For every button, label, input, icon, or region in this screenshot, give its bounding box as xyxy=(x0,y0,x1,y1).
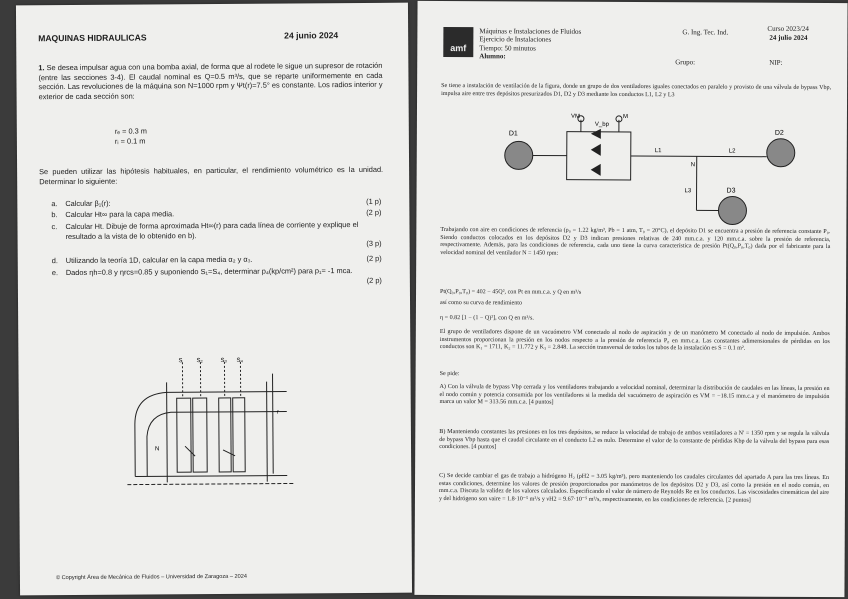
label-d2: D2 xyxy=(774,129,784,137)
label-d3: D3 xyxy=(726,187,736,195)
label-d1: D1 xyxy=(508,130,518,138)
label-n: N xyxy=(690,162,696,169)
left-date: 24 junio 2024 xyxy=(284,30,339,41)
fig-label-r: r xyxy=(276,409,279,416)
right-date: 24 julio 2024 xyxy=(769,33,808,42)
tank-d1 xyxy=(505,141,533,169)
amf-logo: amf xyxy=(443,27,473,57)
item-e: e. Dados ηh=0.8 y ηrcs=0.85 y suponiendo S₁=S₄, determinar p₄(kp/cm²) para p₁= -1 mca. (2 p) xyxy=(51,266,382,285)
fig-label-n: N xyxy=(155,446,160,453)
group-label: Grupo: xyxy=(675,58,696,67)
fig-label-s4: S₄ xyxy=(236,357,243,364)
degree: G. Ing. Tec. Ind. xyxy=(682,28,729,37)
axial-pump-figure xyxy=(126,353,297,494)
items-list xyxy=(51,197,392,290)
label-l3: L3 xyxy=(684,188,692,195)
label-vbp: V_bp xyxy=(594,121,609,128)
label-l2: L2 xyxy=(728,148,736,155)
label-m: M xyxy=(622,113,628,120)
instruments-text: El grupo de ventiladores dispone de un vacuómetro VM conectado al nodo de aspiración y de un manómetro M conectado al nodo de impulsión. Ambos instrumentos proporcionan la presión en los nodos respecto a la presión de referencia P₀ en mm.c.a. Las constantes adimensionales de pérdidas en los conductos son K₁ = 1711, K₂ = 11.772 y K₃ = 2.848. La sección transversal de todos los tubos de la instalación es S = 0.1 m². xyxy=(439,328,830,352)
efficiency-equation: η = 0.82 [1 − (1 − Q)²], con Q en m³/s. xyxy=(439,314,534,322)
hypothesis-text: Se pueden utilizar las hipótesis habituales, en particular, el rendimiento volumétrico es la unidad. Determinar lo siguiente: xyxy=(39,164,384,186)
right-intro: Se tiene a instalación de ventilación de la figura, donde un grupo de dos ventiladores iguales conectados en paralelo y provisto de una válvula de bypass Vbp, impulsa aire entre tres depósitos presurizados D1, D2 y D3 mediante los conductos L1, L2 y L3 xyxy=(441,83,832,98)
question-b: B) Manteniendo constantes las presiones en los tres depósitos, se reduce la velocidad de trabajo de ambos ventiladores a N' = 1350 rpm y se regula la válvula de bypass Vbp hasta que el caudal circulante en el conducto L2 es nulo. Determine el valor de la constante de pérdidas Kbp de la válvula del bypass para esas condiciones. [4 puntos] xyxy=(439,428,830,451)
item-b: b. Calcular Ht∞ para la capa media. (2 p) xyxy=(51,207,382,220)
reference-conditions: Trabajando con aire en condiciones de referencia (ρ₀ = 1.22 kg/m³, Pb = 1 atm, T₀ = 20°C), el depósito D1 se encuentra a presión de referencia constante P₀. Siendo conductos colocados en los depósitos D2 y D3 indican presiones relativas de 240 mm.c.a. y 120 mm.c.a. sobre la presión de referencia, respectivamente. Además, para las condiciones de referencia, cada uno tiene la curva característica de presión Pt(Q₀,P₀,T₀) dada por el fabricante para la velocidad nominal del ventilador N = 1450 rpm: xyxy=(440,227,831,257)
efficiency-intro: así como su curva de rendimiento xyxy=(439,299,523,307)
course: Curso 2023/24 xyxy=(767,24,809,33)
radius-outer: rₑ = 0.3 m xyxy=(114,126,147,136)
nip-label: NIP: xyxy=(769,58,783,67)
tank-d2 xyxy=(767,139,795,167)
radius-inner: rᵢ = 0.1 m xyxy=(114,136,146,146)
fig-label-s2: S₂ xyxy=(196,358,203,365)
fig-label-s3: S₃ xyxy=(220,357,227,364)
left-exam-page xyxy=(16,3,412,596)
installation-diagram xyxy=(496,113,817,227)
label-vm: VM xyxy=(570,113,580,120)
fan-symbols xyxy=(591,129,601,176)
item-d: d. Utilizando la teoría 1D, calcular en la capa media α₂ y α₃. (2 p) xyxy=(51,253,382,266)
fig-label-s1: S xyxy=(178,358,183,365)
right-header: Máquinas e Instalaciones de Fluidos Ejercicio de Instalaciones Tiempo: 50 minutos Alumno: xyxy=(479,27,582,61)
tank-d3 xyxy=(718,196,746,224)
question-intro xyxy=(38,61,382,102)
se-pide: Se pide: xyxy=(439,370,460,378)
fan-curve-equation: Pt(Q₀,P₀,T₀) = 402 − 45Q², con Pt en mm.c.a. y Q en m³/s xyxy=(440,289,582,296)
left-title: MAQUINAS HIDRAULICAS xyxy=(38,32,147,44)
question-number: 1. xyxy=(38,63,45,73)
left-footer: © Copyright Área de Mecánica de Fluidos – Universidad de Zaragoza – 2024 xyxy=(55,573,247,582)
item-c: c. Calcular Ht. Dibuje de forma aproximada Ht∞(r) para cada línea de corriente y explique el resultado a la vista de lo obtenido en b). (3 p) xyxy=(51,219,382,248)
intro-text: Se desea impulsar agua con una bomba axial, de forma que al rodete le sigue un supresor de rotación (entre las secciones 3-4). El caudal nominal es Q=0.5 m³/s, que se reparte uniformemente en cada sección. Las revoluciones de la máquina son N=1000 rpm y Ψt(r)=7.5° es constante. Los radios interior y exterior de cada sección son: xyxy=(38,60,383,102)
question-c: C) Se decide cambiar el gas de trabajo a hidrógeno H₂ (ρH2 = 3.05 kg/m³), pero manteniendo los caudales circulantes del apartado A para las tres líneas. En estas condiciones, determine los valores de presión proporcionados por manómetros de los depósitos D2 y D3, así como la presión en el nodo común, en mm.c.a. Discuta la validez de los valores calculados. Especificando el valor de número de Reynolds Re en los conductos. Las viscosidades cinemáticas del aire y del hidrógeno son νaire = 1.8·10⁻⁵ m²/s y νH2 = 9.67·10⁻⁵ m²/s, respectivamente, en las condiciones de referencia. [2 puntos] xyxy=(438,472,830,504)
question-a: A) Con la válvula de bypass Vbp cerrada y los ventiladores trabajando a velocidad nominal, determinar la distribución de caudales en las líneas, la presión en el nodo común y potencia consumida por los ventiladores si la medida del vacuómetro de aspiración es VM = −18.15 mm.c.a y el manómetro de impulsión marca un valor M = 313.56 mm.c.a. [4 puntos] xyxy=(439,383,830,406)
right-exam-page xyxy=(414,1,847,597)
item-a: a. Calcular β₁(r): (1 p) xyxy=(51,196,382,209)
label-l1: L1 xyxy=(654,148,662,155)
